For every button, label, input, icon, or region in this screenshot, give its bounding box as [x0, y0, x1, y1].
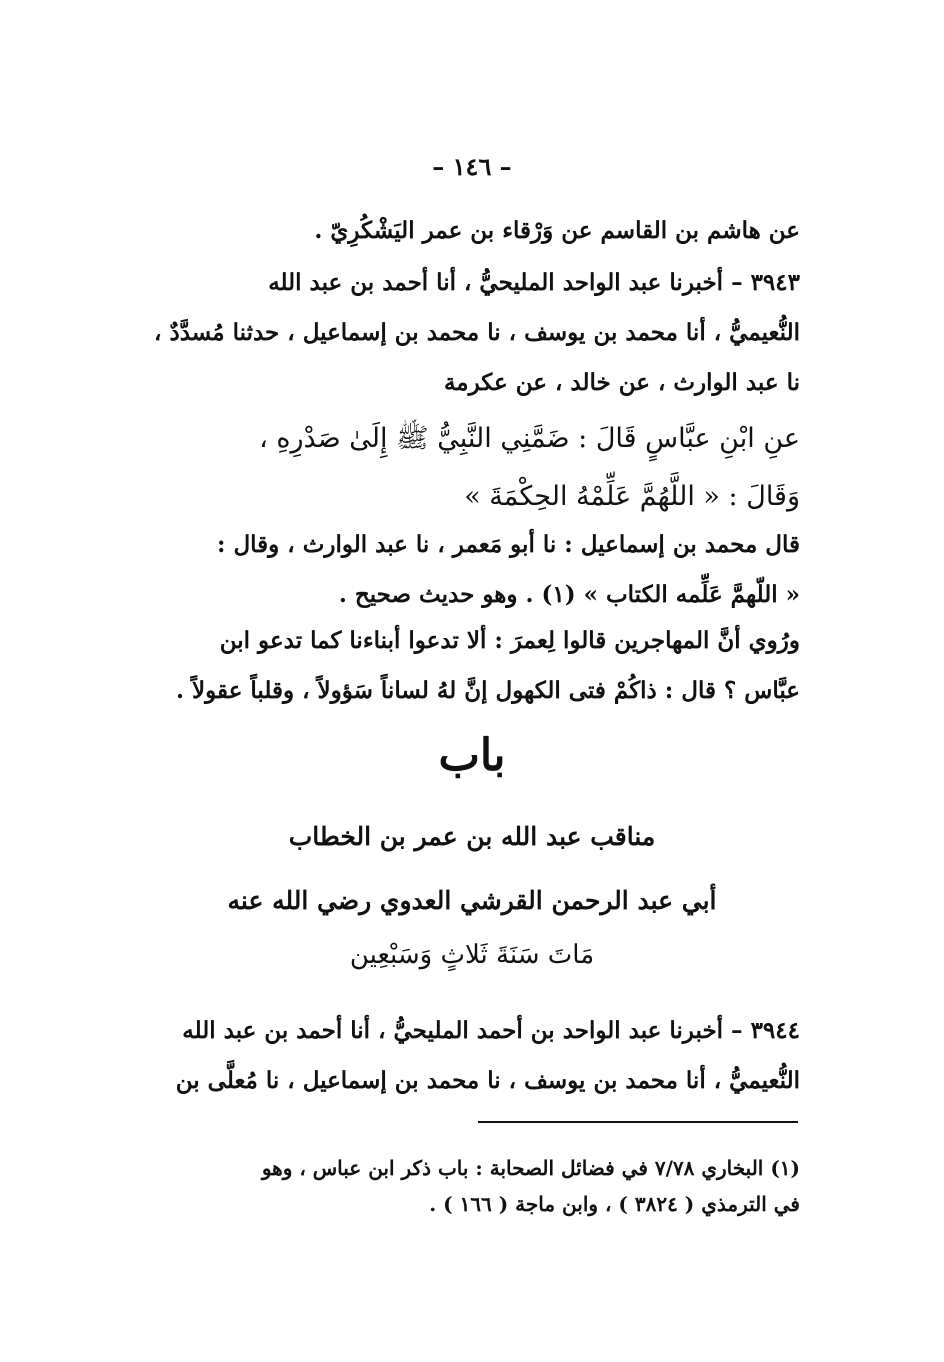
footnote-separator [478, 1121, 798, 1123]
text-line: النُّعيميُّ ، أنا محمد بن يوسف ، نا محمد بن إسماعيل ، حدثنا مُسدَّدٌ ، [154, 319, 800, 346]
page-number: – ١٤٦ – [432, 152, 512, 181]
text-line: عبَّاس ؟ قال : ذاكُمْ فتى الكهول إنَّ لهُ لساناً سَؤولاً ، وقلباً عقولاً . [176, 677, 800, 704]
footnote-line: (١) البخاري ٧/٧٨ في فضائل الصحابة : باب ذكر ابن عباس ، وهو [261, 1156, 800, 1180]
death-year-line: مَاتَ سَنَةَ ثَلاثٍ وَسَبْعِين [349, 940, 595, 970]
text-line: « اللّهمَّ عَلِّمه الكتاب » (١) . وهو حديث صحيح . [338, 581, 800, 608]
chapter-title-line-1: مناقب عبد الله بن عمر بن الخطاب [288, 822, 656, 851]
text-line: وَقَالَ : « اللَّهُمَّ عَلِّمْهُ الحِكْمَةَ » [464, 481, 800, 512]
paragraph-muhajirin [148, 616, 800, 716]
paragraph-bukhari-note [148, 520, 800, 620]
paragraph-hadith-3944-chain [148, 1006, 800, 1106]
chapter-heading-bab: باب [438, 730, 506, 781]
text-line: عن هاشم بن القاسم عن وَرْقاء بن عمر اليَشْكُرِيّ . [314, 217, 800, 244]
text-line: ٣٩٤٣ – أخبرنا عبد الواحد المليحيُّ ، أنا أحمد بن عبد الله [268, 269, 800, 296]
footnote [150, 1150, 800, 1222]
paragraph-chain-continuation [148, 206, 800, 256]
text-line: نا عبد الوارث ، عن خالد ، عن عكرمة [443, 369, 800, 396]
text-line: النُّعيميُّ ، أنا محمد بن يوسف ، نا محمد بن إسماعيل ، نا مُعلَّى بن [175, 1067, 800, 1094]
text-line: ٣٩٤٤ – أخبرنا عبد الواحد بن أحمد المليحيُّ ، أنا أحمد بن عبد الله [182, 1017, 800, 1044]
text-line: ورُوي أنَّ المهاجرين قالوا لِعمرَ : ألا تدعوا أبناءنا كما تدعو ابن [219, 627, 800, 654]
chapter-title-line-2: أبي عبد الرحمن القرشي العدوي رضي الله عنه [227, 886, 717, 915]
paragraph-hadith-3943-chain [148, 258, 800, 408]
footnote-line: في الترمذي ( ٣٨٢٤ ) ، وابن ماجة ( ١٦٦ ) . [429, 1192, 800, 1216]
hadith-text-vocalized [148, 410, 800, 526]
text-line: قال محمد بن إسماعيل : نا أبو مَعمر ، نا عبد الوارث ، وقال : [216, 531, 800, 558]
text-line: عنِ ابْنِ عبَّاسٍ قَالَ : ضَمَّنِي النَّبِيُّ ﷺ إِلَىٰ صَدْرِهِ ، [259, 423, 800, 454]
